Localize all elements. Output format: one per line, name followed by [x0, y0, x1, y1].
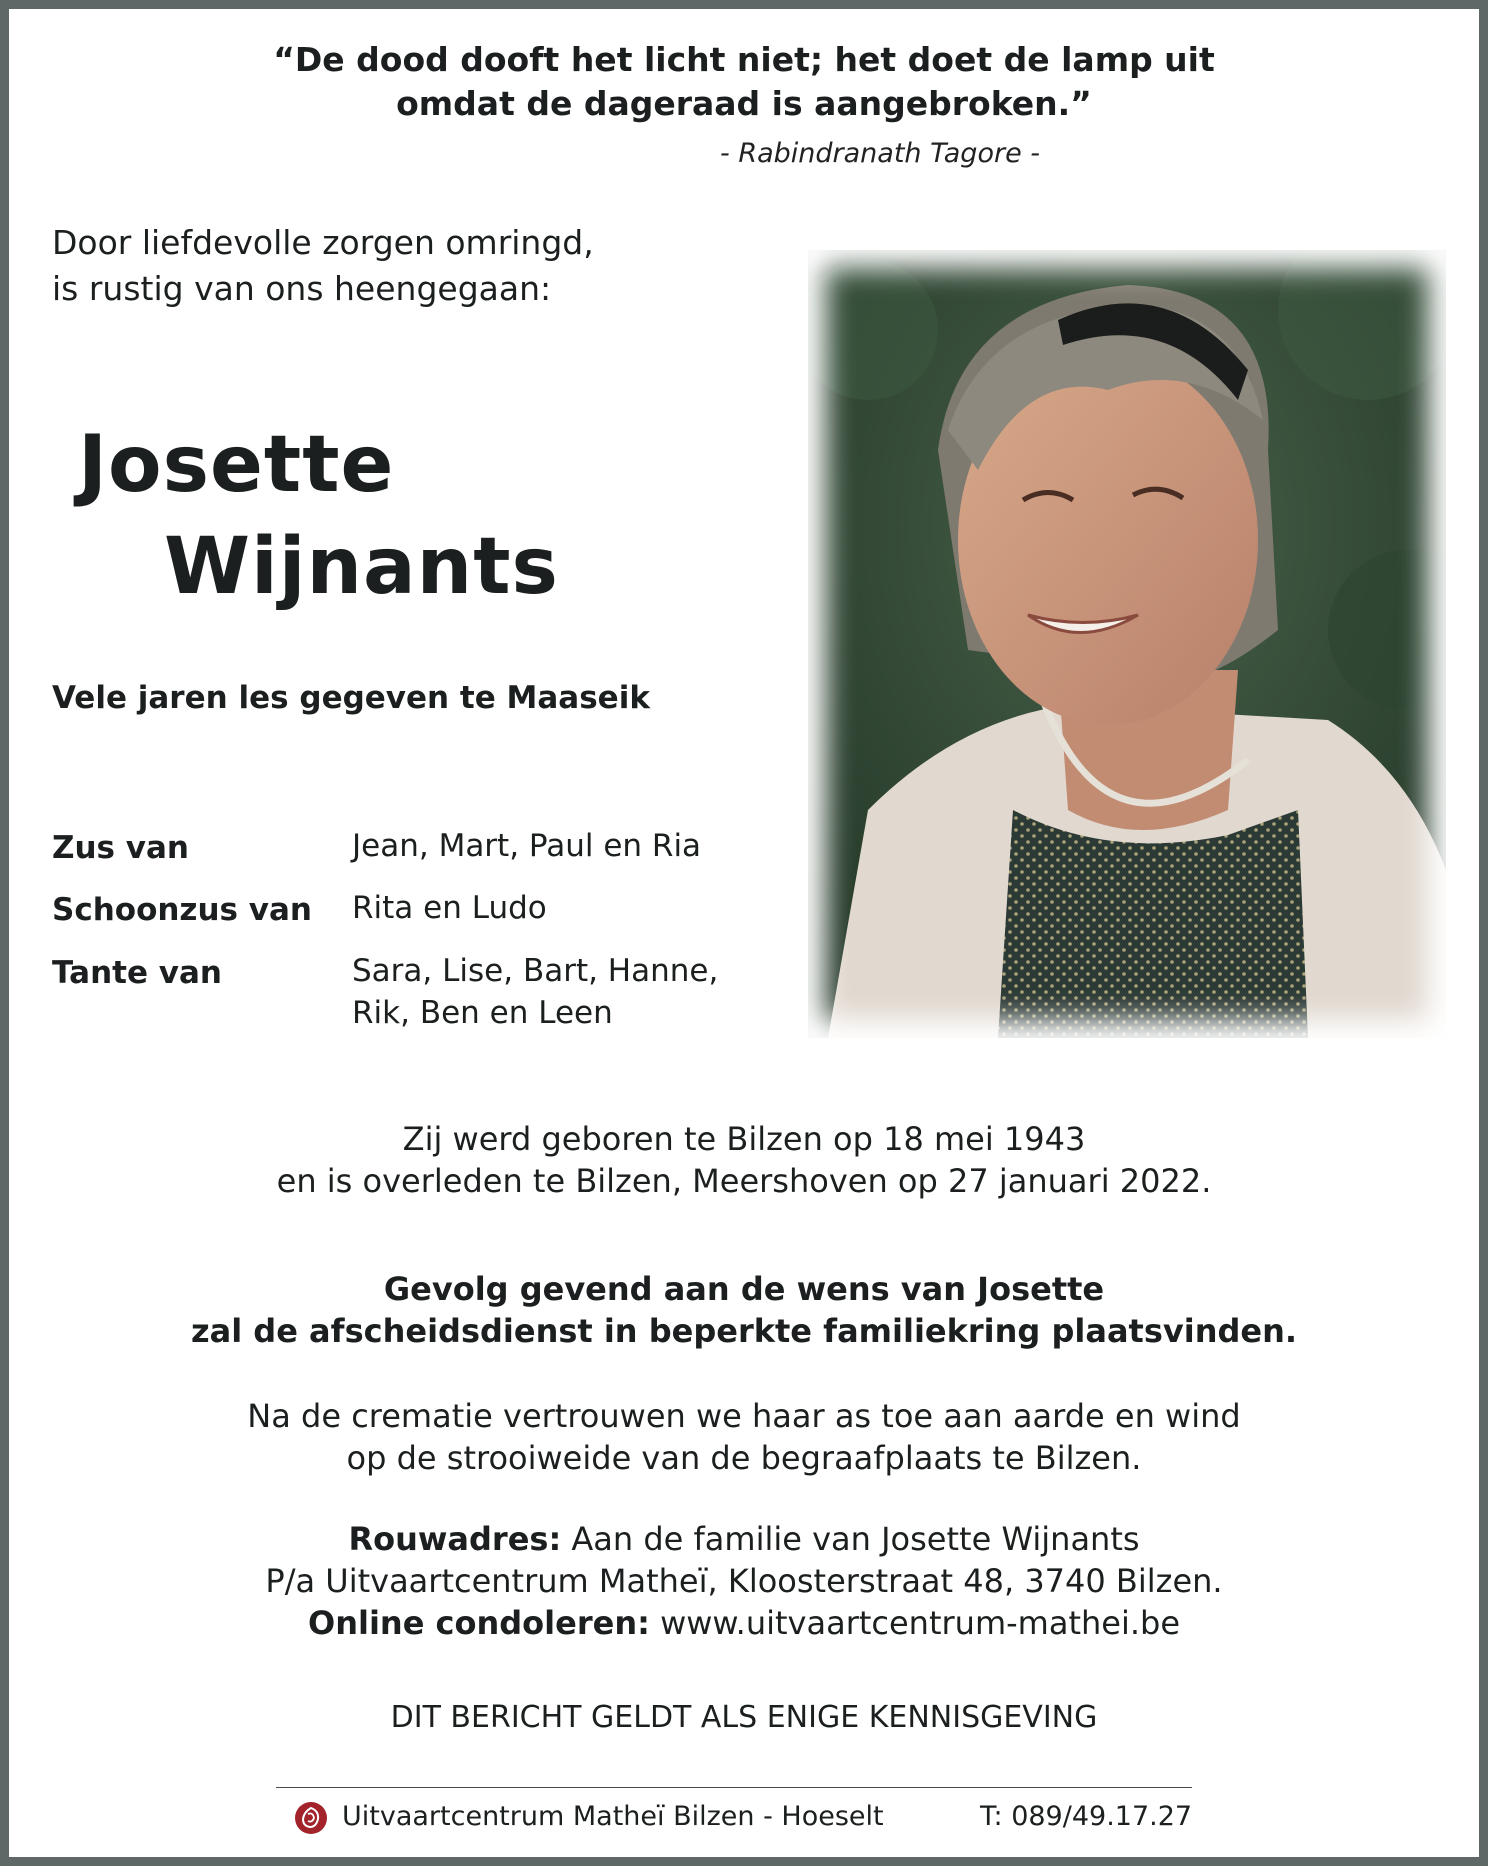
online-condolence [60, 1602, 1428, 1644]
relation-label: Tante van [52, 955, 222, 991]
dates-line-2: en is overleden te Bilzen, Meershoven op 27 januari 2022. [276, 1162, 1212, 1200]
cremation-paragraph [60, 1395, 1428, 1479]
notice: DIT BERICHT GELDT ALS ENIGE KENNISGEVING [390, 1700, 1098, 1735]
address-paragraph [60, 1518, 1428, 1644]
quote [120, 38, 1368, 126]
quote-line-2: omdat de dageraad is aangebroken.” [396, 84, 1092, 123]
portrait-illustration [808, 250, 1446, 1038]
cremation-line-1: Na de crematie vertrouwen we haar as toe aan aarde en wind [247, 1397, 1241, 1435]
relation-label: Schoonzus van [52, 892, 312, 928]
cremation-line-2: op de strooiweide van de begraafplaats te Bilzen. [346, 1439, 1142, 1477]
intro-line-2: is rustig van ons heengegaan: [52, 269, 552, 308]
deceased-subtitle: Vele jaren les gegeven te Maaseik [52, 680, 650, 716]
footer-company: Uitvaartcentrum Matheï Bilzen - Hoeselt [342, 1801, 884, 1832]
address-label: Rouwadres: [348, 1520, 562, 1558]
footer-phone: T: 089/49.17.27 [980, 1801, 1193, 1832]
intro-line-1: Door liefdevolle zorgen omringd, [52, 223, 594, 262]
rose-logo-icon [294, 1801, 328, 1835]
relation-value-line: Sara, Lise, Bart, Hanne, [352, 953, 719, 989]
quote-author: - Rabindranath Tagore - [720, 138, 1041, 169]
relation-value-line: Rita en Ludo [352, 890, 547, 926]
portrait-photo [808, 250, 1446, 1038]
dates-line-1: Zij werd geboren te Bilzen op 18 mei 1943 [402, 1120, 1086, 1158]
deceased-last-name: Wijnants [164, 522, 559, 612]
dates-paragraph [60, 1118, 1428, 1202]
online-url[interactable]: www.uitvaartcentrum-mathei.be [649, 1604, 1181, 1642]
intro-text [52, 220, 692, 312]
relation-value-line: Jean, Mart, Paul en Ria [352, 828, 702, 864]
deceased-first-name: Josette [78, 420, 395, 510]
ceremony-line-1: Gevolg gevend aan de wens van Josette [383, 1270, 1105, 1308]
ceremony-paragraph [60, 1268, 1428, 1352]
relation-value [352, 950, 772, 1034]
ceremony-line-2: zal de afscheidsdienst in beperkte familiekring plaatsvinden. [190, 1312, 1298, 1350]
relation-value-line: Rik, Ben en Leen [352, 995, 613, 1031]
relation-value [352, 887, 772, 929]
address-text: Aan de familie van Josette Wijnants [561, 1520, 1140, 1558]
footer-divider [276, 1787, 1192, 1788]
address-line-2: P/a Uitvaartcentrum Matheï, Kloosterstraat 48, 3740 Bilzen. [265, 1562, 1223, 1600]
relation-value [352, 825, 772, 867]
quote-line-1: “De dood dooft het licht niet; het doet de lamp uit [273, 40, 1215, 79]
online-label: Online condoleren: [307, 1604, 650, 1642]
relation-label: Zus van [52, 830, 189, 866]
address-line-1 [60, 1518, 1428, 1560]
